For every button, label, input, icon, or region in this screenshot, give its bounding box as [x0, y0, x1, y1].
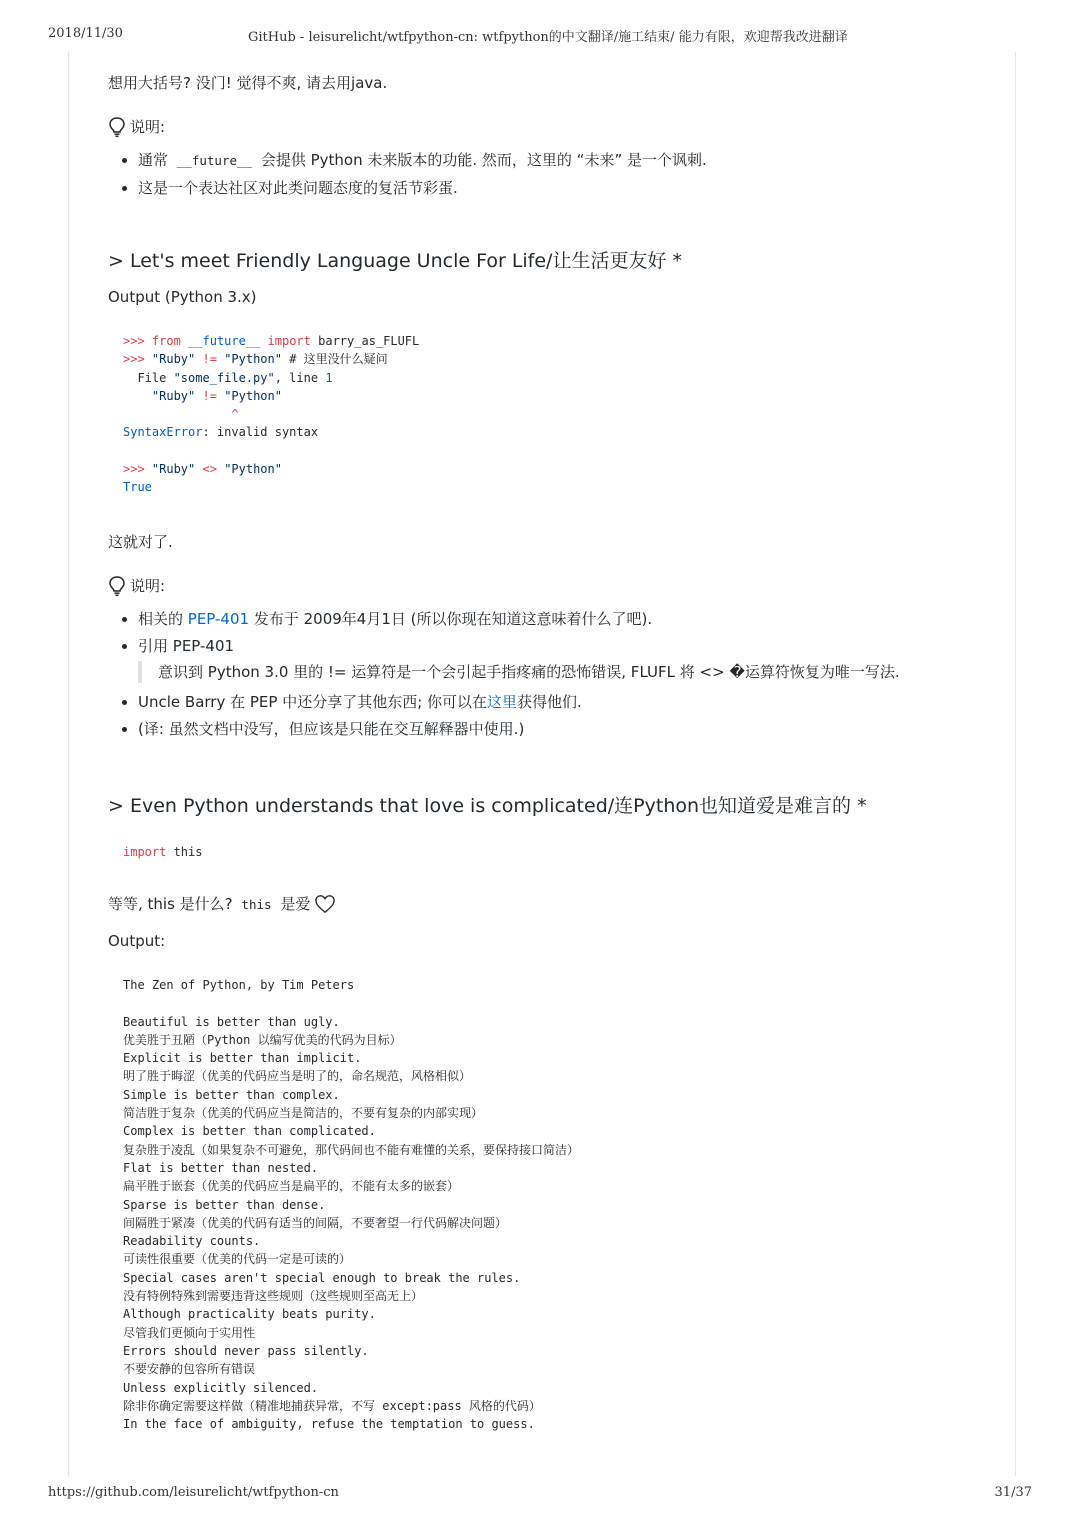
article-body — [108, 70, 988, 1433]
zen-line: The Zen of Python, by Tim Peters — [123, 977, 355, 992]
zen-line: Flat is better than nested. — [123, 1160, 319, 1175]
paragraph-text: 是爱 — [280, 894, 311, 913]
zen-line: In the face of ambiguity, refuse the temptation to guess. — [123, 1417, 535, 1432]
explanation-list — [108, 147, 988, 201]
zen-line: Unless explicitly silenced. — [123, 1380, 319, 1395]
zen-line: 除非你确定需要这样做（精准地捕获异常，不写 except:pass 风格的代码） — [123, 1398, 541, 1413]
zen-line: 简洁胜于复杂（优美的代码应当是简洁的，不要有复杂的内部实现） — [123, 1106, 484, 1121]
zen-line: Errors should never pass silently. — [123, 1343, 369, 1358]
pep-quote: 意识到 Python 3.0 里的 != 运算符是一个会引起手指疼痛的恐怖错误, FLUFL 将 <> �运算符恢复为唯一写法. — [138, 661, 988, 683]
zen-line: Sparse is better than dense. — [123, 1197, 326, 1212]
explanation-heading — [108, 114, 988, 140]
print-footer — [0, 1485, 1080, 1505]
zen-line: Explicit is better than implicit. — [123, 1051, 362, 1066]
zen-line: 不要安静的包容所有错误 — [123, 1362, 256, 1377]
list-item-text: 获得他们. — [517, 692, 582, 711]
list-item-text: 相关的 — [138, 609, 188, 628]
print-url: https://github.com/leisurelicht/wtfpython-cn — [48, 1485, 339, 1500]
list-item-text: 通常 — [138, 151, 169, 169]
explanation-heading-label: 说明: — [130, 576, 166, 595]
list-item-text: Uncle Barry 在 PEP 中还分享了其他东西; 你可以在 — [138, 692, 488, 711]
list-item: • (译: 虽然文档中没写，但应该是只能在交互解释器中使用.) — [138, 716, 988, 742]
code-block: >>> from __future__ import barry_as_FLUFL >>> "Ruby" != "Python" # 这里没什么疑问 File "some_file.py", line 1 "Ruby" != "Python" ^ SyntaxError: invalid syntax >>> "Ruby" <> "Python" True — [123, 334, 420, 495]
inline-code: __future__ — [176, 153, 253, 168]
zen-line: Simple is better than complex. — [123, 1087, 340, 1102]
inline-code: this — [241, 896, 272, 912]
list-item: • 这是一个表达社区对此类问题态度的复活节彩蛋. — [138, 175, 988, 201]
print-date: 2018/11/30 — [48, 26, 123, 41]
zen-line: 尽管我们更倾向于实用性 — [123, 1325, 256, 1340]
list-item — [138, 689, 988, 715]
zen-code-block — [108, 976, 988, 1433]
paragraph-text: 等等, this 是什么? — [108, 894, 233, 913]
zen-line: 间隔胜于紧凑（优美的代码有适当的间隔，不要奢望一行代码解决问题） — [123, 1215, 508, 1230]
zen-line: Complex is better than complicated. — [123, 1124, 376, 1139]
zen-line: 没有特例特殊到需要违背这些规则（这些规则至高无上） — [123, 1289, 424, 1304]
print-header — [0, 26, 1080, 46]
print-page-title: GitHub - leisurelicht/wtfpython-cn: wtfpython的中文翻译/施工结束/ 能力有限，欢迎帮我改进翻译 — [248, 30, 848, 45]
zen-line: 扁平胜于嵌套（优美的代码应当是扁平的，不能有太多的嵌套） — [123, 1179, 460, 1194]
zen-line: Readability counts. — [123, 1234, 261, 1249]
explanation-heading-label: 说明: — [130, 118, 166, 136]
here-link[interactable]: 这里 — [487, 692, 518, 711]
heart-icon — [314, 894, 336, 914]
list-item — [138, 147, 988, 174]
list-item — [138, 606, 988, 632]
list-item-text: 会提供 Python 未来版本的功能. 然而，这里的 “未来” 是一个讽刺. — [260, 151, 707, 169]
section-heading: > Let's meet Friendly Language Uncle For Life/让生活更友好 * — [108, 250, 682, 272]
explanation-list — [108, 606, 988, 742]
zen-line: 优美胜于丑陋（Python 以编写优美的代码为目标） — [123, 1032, 402, 1047]
intro-paragraph: 想用大括号? 没门! 觉得不爽, 请去用java. — [108, 74, 388, 92]
zen-line: 复杂胜于凌乱（如果复杂不可避免，那代码间也不能有难懂的关系，要保持接口简洁） — [123, 1142, 580, 1157]
zen-line: Although practicality beats purity. — [123, 1307, 376, 1322]
conclusion-paragraph: 这就对了. — [108, 532, 173, 551]
wait-paragraph — [108, 891, 988, 918]
zen-line: Special cases aren't special enough to break the rules. — [123, 1270, 521, 1285]
page-number: 31/37 — [994, 1485, 1032, 1500]
list-item-text: 发布于 2009年4月1日 (所以你现在知道这意味着什么了吧). — [249, 609, 653, 628]
zen-line: Beautiful is better than ugly. — [123, 1014, 340, 1029]
code-block: import this — [123, 844, 203, 859]
output-label: Output (Python 3.x) — [108, 288, 257, 306]
output-label: Output: — [108, 931, 166, 950]
explanation-heading — [108, 573, 988, 599]
list-item — [138, 633, 988, 683]
pep-401-link[interactable]: PEP-401 — [187, 609, 250, 628]
section-heading: > Even Python understands that love is complicated/连Python也知道爱是难言的 * — [108, 794, 867, 817]
list-item-text: 引用 PEP-401 — [138, 636, 235, 655]
bulb-icon — [108, 116, 126, 138]
zen-line: 可读性很重要（优美的代码一定是可读的） — [123, 1252, 352, 1267]
zen-line: 明了胜于晦涩（优美的代码应当是明了的，命名规范，风格相似） — [123, 1069, 472, 1084]
bulb-icon — [108, 575, 126, 597]
